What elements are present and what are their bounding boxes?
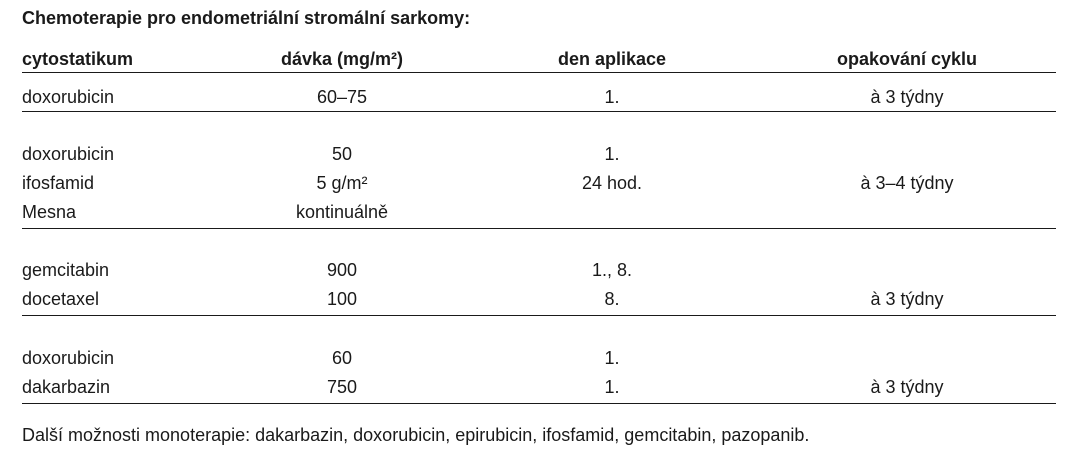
group-divider bbox=[22, 228, 1056, 229]
cell-cycle: à 3 týdny bbox=[870, 377, 944, 397]
cell-drug: doxorubicin bbox=[22, 144, 115, 164]
table-bottom-rule bbox=[22, 403, 1056, 404]
table-row bbox=[22, 374, 1056, 404]
cell-cycle: à 3 týdny bbox=[870, 87, 944, 107]
group-divider bbox=[22, 111, 1056, 112]
table-row bbox=[22, 286, 1056, 316]
cell-dose: 900 bbox=[326, 260, 358, 280]
cell-dose: 5 g/m² bbox=[316, 173, 368, 193]
table-row bbox=[22, 141, 1056, 171]
cell-drug: doxorubicin bbox=[22, 87, 115, 107]
table-row bbox=[22, 199, 1056, 229]
cell-day: 1., 8. bbox=[591, 260, 633, 280]
cell-dose: 750 bbox=[326, 377, 358, 397]
cell-day: 24 hod. bbox=[581, 173, 643, 193]
table-row bbox=[22, 84, 1056, 114]
cell-drug: dakarbazin bbox=[22, 377, 111, 397]
cell-day: 1. bbox=[604, 144, 620, 164]
cell-dose: 100 bbox=[326, 289, 358, 309]
group-divider bbox=[22, 315, 1056, 316]
table-header bbox=[22, 46, 1056, 72]
cell-dose: kontinuálně bbox=[295, 202, 389, 222]
cell-day: 1. bbox=[604, 348, 620, 368]
cell-dose: 60–75 bbox=[316, 87, 368, 107]
cell-dose: 50 bbox=[331, 144, 353, 164]
header-cytostatikum: cytostatikum bbox=[22, 49, 134, 69]
header-opakovani-cyklu: opakování cyklu bbox=[836, 49, 978, 69]
header-divider bbox=[22, 72, 1056, 73]
cell-cycle: à 3 týdny bbox=[870, 289, 944, 309]
header-den-aplikace: den aplikace bbox=[557, 49, 667, 69]
cell-drug: ifosfamid bbox=[22, 173, 95, 193]
cell-drug: gemcitabin bbox=[22, 260, 110, 280]
cell-day: 1. bbox=[604, 87, 620, 107]
cell-drug: Mesna bbox=[22, 202, 77, 222]
cell-cycle: à 3–4 týdny bbox=[860, 173, 954, 193]
table-row bbox=[22, 345, 1056, 375]
footnote: Další možnosti monoterapie: dakarbazin, doxorubicin, epirubicin, ifosfamid, gemcitabin, pazopanib. bbox=[22, 425, 810, 445]
table-row bbox=[22, 170, 1056, 200]
cell-dose: 60 bbox=[331, 348, 353, 368]
cell-drug: docetaxel bbox=[22, 289, 100, 309]
header-davka: dávka (mg/m²) bbox=[280, 49, 404, 69]
table-row bbox=[22, 257, 1056, 287]
table-title: Chemoterapie pro endometriální stromální sarkomy: bbox=[22, 8, 471, 28]
cell-day: 1. bbox=[604, 377, 620, 397]
cell-drug: doxorubicin bbox=[22, 348, 115, 368]
cell-day: 8. bbox=[604, 289, 620, 309]
